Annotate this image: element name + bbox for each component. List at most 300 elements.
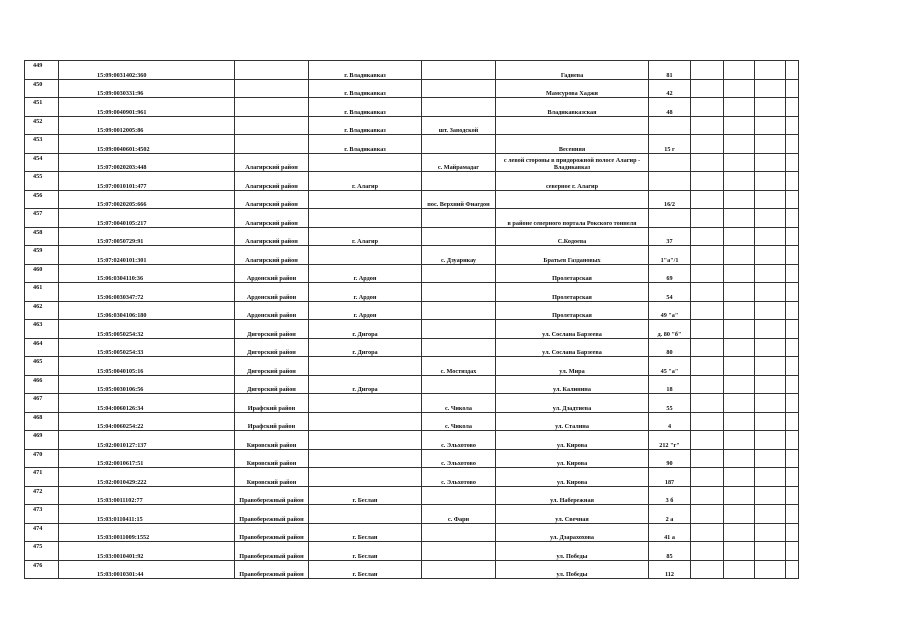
street-cell: ул. Сталина [496,412,649,431]
settlement-cell [422,61,496,80]
empty-cell [786,61,799,80]
table-row [25,449,799,468]
empty-cell [691,357,724,376]
district-cell: Ардонский район [235,283,309,302]
row-number: 468 [25,412,59,431]
house-cell: 54 [649,283,691,302]
house-cell: 212 "г" [649,431,691,450]
settlement-cell: шт. Заводской [422,116,496,135]
cadastral-number: 15:07:0020205:666 [59,190,235,209]
empty-cell [691,116,724,135]
empty-cell [786,135,799,154]
city-cell [309,394,422,413]
row-number: 449 [25,61,59,80]
street-cell: северное г. Алагир [496,172,649,191]
city-cell: г. Дигора [309,375,422,394]
city-cell [309,153,422,172]
city-cell: г. Владикавказ [309,135,422,154]
city-cell: г. Ардон [309,283,422,302]
house-cell: 49 "а" [649,301,691,320]
empty-cell [691,486,724,505]
city-cell: г. Беслан [309,486,422,505]
empty-cell [786,375,799,394]
row-number: 450 [25,79,59,98]
settlement-cell [422,486,496,505]
district-cell: Ирафский район [235,412,309,431]
table-row [25,190,799,209]
empty-cell [786,357,799,376]
house-cell: 4 [649,412,691,431]
empty-cell [724,468,755,487]
empty-cell [786,320,799,339]
table-body [25,61,799,579]
empty-cell [755,209,786,228]
district-cell: Правобережный район [235,560,309,579]
settlement-cell: пос. Верхний Фиагдон [422,190,496,209]
street-cell: Гадиева [496,61,649,80]
settlement-cell: с. Дзуарикау [422,246,496,265]
empty-cell [691,523,724,542]
house-cell: 3 б [649,486,691,505]
empty-cell [691,135,724,154]
district-cell: Кировский район [235,468,309,487]
empty-cell [691,301,724,320]
row-number: 453 [25,135,59,154]
district-cell: Алагирский район [235,190,309,209]
district-cell: Алагирский район [235,227,309,246]
cadastral-number: 15:07:0050729:91 [59,227,235,246]
empty-cell [724,98,755,117]
street-cell: ул. Мира [496,357,649,376]
empty-cell [786,190,799,209]
empty-cell [724,542,755,561]
empty-cell [755,468,786,487]
district-cell [235,61,309,80]
empty-cell [691,98,724,117]
settlement-cell: с. Чикола [422,394,496,413]
cadastral-number: 15:07:0020203:448 [59,153,235,172]
empty-cell [786,412,799,431]
settlement-cell [422,227,496,246]
table-row [25,283,799,302]
settlement-cell: с. Чикола [422,412,496,431]
empty-cell [755,61,786,80]
row-number: 454 [25,153,59,172]
empty-cell [724,375,755,394]
empty-cell [724,79,755,98]
district-cell: Кировский район [235,449,309,468]
house-cell: 37 [649,227,691,246]
street-cell: Мамсурова Хаджи [496,79,649,98]
district-cell: Правобережный район [235,505,309,524]
house-cell: 1"а"/1 [649,246,691,265]
empty-cell [755,135,786,154]
row-number: 465 [25,357,59,376]
table-row [25,431,799,450]
empty-cell [786,394,799,413]
empty-cell [691,338,724,357]
empty-cell [786,486,799,505]
table-row [25,523,799,542]
cadastral-number: 15:06:0030347:72 [59,283,235,302]
cadastral-number: 15:05:0050254:32 [59,320,235,339]
city-cell: г. Ардон [309,301,422,320]
empty-cell [755,190,786,209]
table-row [25,375,799,394]
registry-table [24,60,799,579]
settlement-cell [422,79,496,98]
row-number: 471 [25,468,59,487]
cadastral-number: 15:09:0012005:86 [59,116,235,135]
street-cell: с левой стороны в придорожной полосе Алагир - Владикавказ [496,153,649,172]
cadastral-number: 15:09:0030331:96 [59,79,235,98]
empty-cell [755,116,786,135]
empty-cell [755,153,786,172]
empty-cell [755,560,786,579]
empty-cell [724,449,755,468]
cadastral-number: 15:07:0010101:477 [59,172,235,191]
district-cell: Правобережный район [235,523,309,542]
table-row [25,246,799,265]
row-number: 466 [25,375,59,394]
cadastral-number: 15:03:0011009:1552 [59,523,235,542]
house-cell [649,172,691,191]
settlement-cell: с. Эльхотово [422,449,496,468]
street-cell: ул. Кирова [496,449,649,468]
cadastral-number: 15:02:0010127:137 [59,431,235,450]
settlement-cell [422,172,496,191]
street-cell: ул. Победы [496,560,649,579]
empty-cell [755,79,786,98]
row-number: 472 [25,486,59,505]
house-cell: 42 [649,79,691,98]
row-number: 459 [25,246,59,265]
table-row [25,468,799,487]
table-row [25,135,799,154]
empty-cell [724,431,755,450]
row-number: 451 [25,98,59,117]
house-cell: 112 [649,560,691,579]
empty-cell [691,264,724,283]
empty-cell [724,412,755,431]
table-row [25,560,799,579]
cadastral-number: 15:03:0010301:44 [59,560,235,579]
empty-cell [755,394,786,413]
house-cell: д. 80 "б" [649,320,691,339]
empty-cell [786,505,799,524]
empty-cell [786,246,799,265]
cadastral-number: 15:09:0040901:961 [59,98,235,117]
street-cell: ул. Кирова [496,431,649,450]
district-cell [235,116,309,135]
street-cell: ул. Дзадтиева [496,394,649,413]
city-cell [309,505,422,524]
table-row [25,412,799,431]
district-cell: Дигорский район [235,357,309,376]
street-cell: Братьев Газдановых [496,246,649,265]
empty-cell [691,209,724,228]
cadastral-number: 15:05:0030106:56 [59,375,235,394]
settlement-cell [422,523,496,542]
table-row [25,301,799,320]
empty-cell [691,394,724,413]
empty-cell [755,227,786,246]
cadastral-number: 15:05:0050254:33 [59,338,235,357]
settlement-cell [422,560,496,579]
empty-cell [724,209,755,228]
empty-cell [724,116,755,135]
empty-cell [755,523,786,542]
empty-cell [786,209,799,228]
table-row [25,486,799,505]
empty-cell [724,486,755,505]
empty-cell [786,560,799,579]
empty-cell [755,412,786,431]
city-cell [309,431,422,450]
cadastral-number: 15:09:0031402:360 [59,61,235,80]
empty-cell [724,320,755,339]
city-cell: г. Владикавказ [309,61,422,80]
city-cell [309,190,422,209]
street-cell: ул. Кирова [496,468,649,487]
cadastral-number: 15:06:0304106:180 [59,301,235,320]
street-cell: ул. Калинина [496,375,649,394]
settlement-cell: с. Фарн [422,505,496,524]
street-cell: Весенняя [496,135,649,154]
house-cell: 45 "а" [649,357,691,376]
row-number: 470 [25,449,59,468]
empty-cell [786,301,799,320]
empty-cell [691,172,724,191]
cadastral-number: 15:03:0010401:92 [59,542,235,561]
table-row [25,357,799,376]
empty-cell [724,246,755,265]
city-cell [309,209,422,228]
settlement-cell: с. Майрамадаг [422,153,496,172]
cadastral-number: 15:09:0040601:4502 [59,135,235,154]
empty-cell [786,523,799,542]
district-cell: Дигорский район [235,375,309,394]
empty-cell [755,283,786,302]
street-cell: ул. Свечная [496,505,649,524]
empty-cell [724,523,755,542]
cadastral-number: 15:04:0060126:34 [59,394,235,413]
empty-cell [691,542,724,561]
district-cell: Ирафский район [235,394,309,413]
street-cell: Владикавказская [496,98,649,117]
empty-cell [755,301,786,320]
house-cell: 187 [649,468,691,487]
empty-cell [691,227,724,246]
row-number: 464 [25,338,59,357]
empty-cell [786,283,799,302]
house-cell: 85 [649,542,691,561]
empty-cell [724,135,755,154]
district-cell [235,79,309,98]
city-cell: г. Алагир [309,172,422,191]
empty-cell [691,412,724,431]
house-cell: 41 а [649,523,691,542]
city-cell [309,412,422,431]
district-cell [235,135,309,154]
cadastral-number: 15:07:0040105:217 [59,209,235,228]
district-cell: Правобережный район [235,486,309,505]
empty-cell [724,172,755,191]
empty-cell [724,357,755,376]
empty-cell [691,375,724,394]
city-cell: г. Беслан [309,542,422,561]
cadastral-number: 15:06:0304110:36 [59,264,235,283]
cadastral-number: 15:05:0040105:16 [59,357,235,376]
empty-cell [755,375,786,394]
street-cell: ул. Набережная [496,486,649,505]
empty-cell [724,560,755,579]
settlement-cell [422,542,496,561]
row-number: 452 [25,116,59,135]
empty-cell [786,542,799,561]
cadastral-number: 15:02:0010429:222 [59,468,235,487]
settlement-cell [422,338,496,357]
empty-cell [724,283,755,302]
empty-cell [786,468,799,487]
empty-cell [724,227,755,246]
house-cell: 15 г [649,135,691,154]
empty-cell [755,357,786,376]
district-cell: Ардонский район [235,264,309,283]
street-cell: ул. Сослана Барзеева [496,320,649,339]
empty-cell [724,190,755,209]
city-cell: г. Владикавказ [309,98,422,117]
empty-cell [755,431,786,450]
house-cell: 55 [649,394,691,413]
row-number: 458 [25,227,59,246]
table-row [25,98,799,117]
table-row [25,116,799,135]
street-cell: ул. Победы [496,542,649,561]
table-row [25,505,799,524]
city-cell: г. Дигора [309,320,422,339]
empty-cell [755,542,786,561]
empty-cell [691,190,724,209]
table-row [25,172,799,191]
city-cell [309,246,422,265]
empty-cell [755,172,786,191]
table-row [25,153,799,172]
row-number: 475 [25,542,59,561]
empty-cell [786,338,799,357]
settlement-cell: с. Эльхотово [422,431,496,450]
empty-cell [786,79,799,98]
empty-cell [786,449,799,468]
settlement-cell [422,135,496,154]
empty-cell [724,61,755,80]
empty-cell [755,264,786,283]
district-cell: Алагирский район [235,246,309,265]
settlement-cell [422,283,496,302]
empty-cell [691,283,724,302]
city-cell: г. Беслан [309,523,422,542]
table-row [25,209,799,228]
row-number: 461 [25,283,59,302]
cadastral-number: 15:03:0110411:15 [59,505,235,524]
settlement-cell [422,209,496,228]
settlement-cell [422,375,496,394]
table-row [25,394,799,413]
district-cell [235,98,309,117]
empty-cell [724,394,755,413]
city-cell: г. Беслан [309,560,422,579]
table-row [25,320,799,339]
empty-cell [755,486,786,505]
table-row [25,61,799,80]
empty-cell [724,264,755,283]
district-cell: Кировский район [235,431,309,450]
settlement-cell [422,98,496,117]
row-number: 462 [25,301,59,320]
empty-cell [786,153,799,172]
district-cell: Дигорский район [235,320,309,339]
row-number: 469 [25,431,59,450]
house-cell [649,153,691,172]
empty-cell [755,98,786,117]
city-cell [309,357,422,376]
empty-cell [691,153,724,172]
table-row [25,227,799,246]
house-cell: 81 [649,61,691,80]
cadastral-number: 15:04:0060254:22 [59,412,235,431]
street-cell: Пролетарская [496,283,649,302]
empty-cell [755,338,786,357]
empty-cell [786,264,799,283]
street-cell [496,190,649,209]
street-cell: С.Кодоева [496,227,649,246]
empty-cell [755,449,786,468]
empty-cell [691,449,724,468]
cadastral-number: 15:07:0240101:301 [59,246,235,265]
house-cell: 69 [649,264,691,283]
house-cell: 16/2 [649,190,691,209]
empty-cell [724,153,755,172]
empty-cell [691,246,724,265]
table-row [25,338,799,357]
empty-cell [755,246,786,265]
empty-cell [691,320,724,339]
city-cell: г. Дигора [309,338,422,357]
empty-cell [691,431,724,450]
empty-cell [786,98,799,117]
house-cell [649,209,691,228]
cadastral-number: 15:03:0011102:77 [59,486,235,505]
city-cell: г. Владикавказ [309,79,422,98]
empty-cell [691,468,724,487]
row-number: 463 [25,320,59,339]
empty-cell [691,61,724,80]
house-cell [649,116,691,135]
empty-cell [786,172,799,191]
row-number: 476 [25,560,59,579]
empty-cell [786,116,799,135]
row-number: 473 [25,505,59,524]
empty-cell [724,301,755,320]
table-row [25,264,799,283]
settlement-cell: с. Мостиздах [422,357,496,376]
street-cell: Пролетарская [496,264,649,283]
house-cell: 90 [649,449,691,468]
empty-cell [724,505,755,524]
row-number: 474 [25,523,59,542]
table-row [25,79,799,98]
empty-cell [691,505,724,524]
